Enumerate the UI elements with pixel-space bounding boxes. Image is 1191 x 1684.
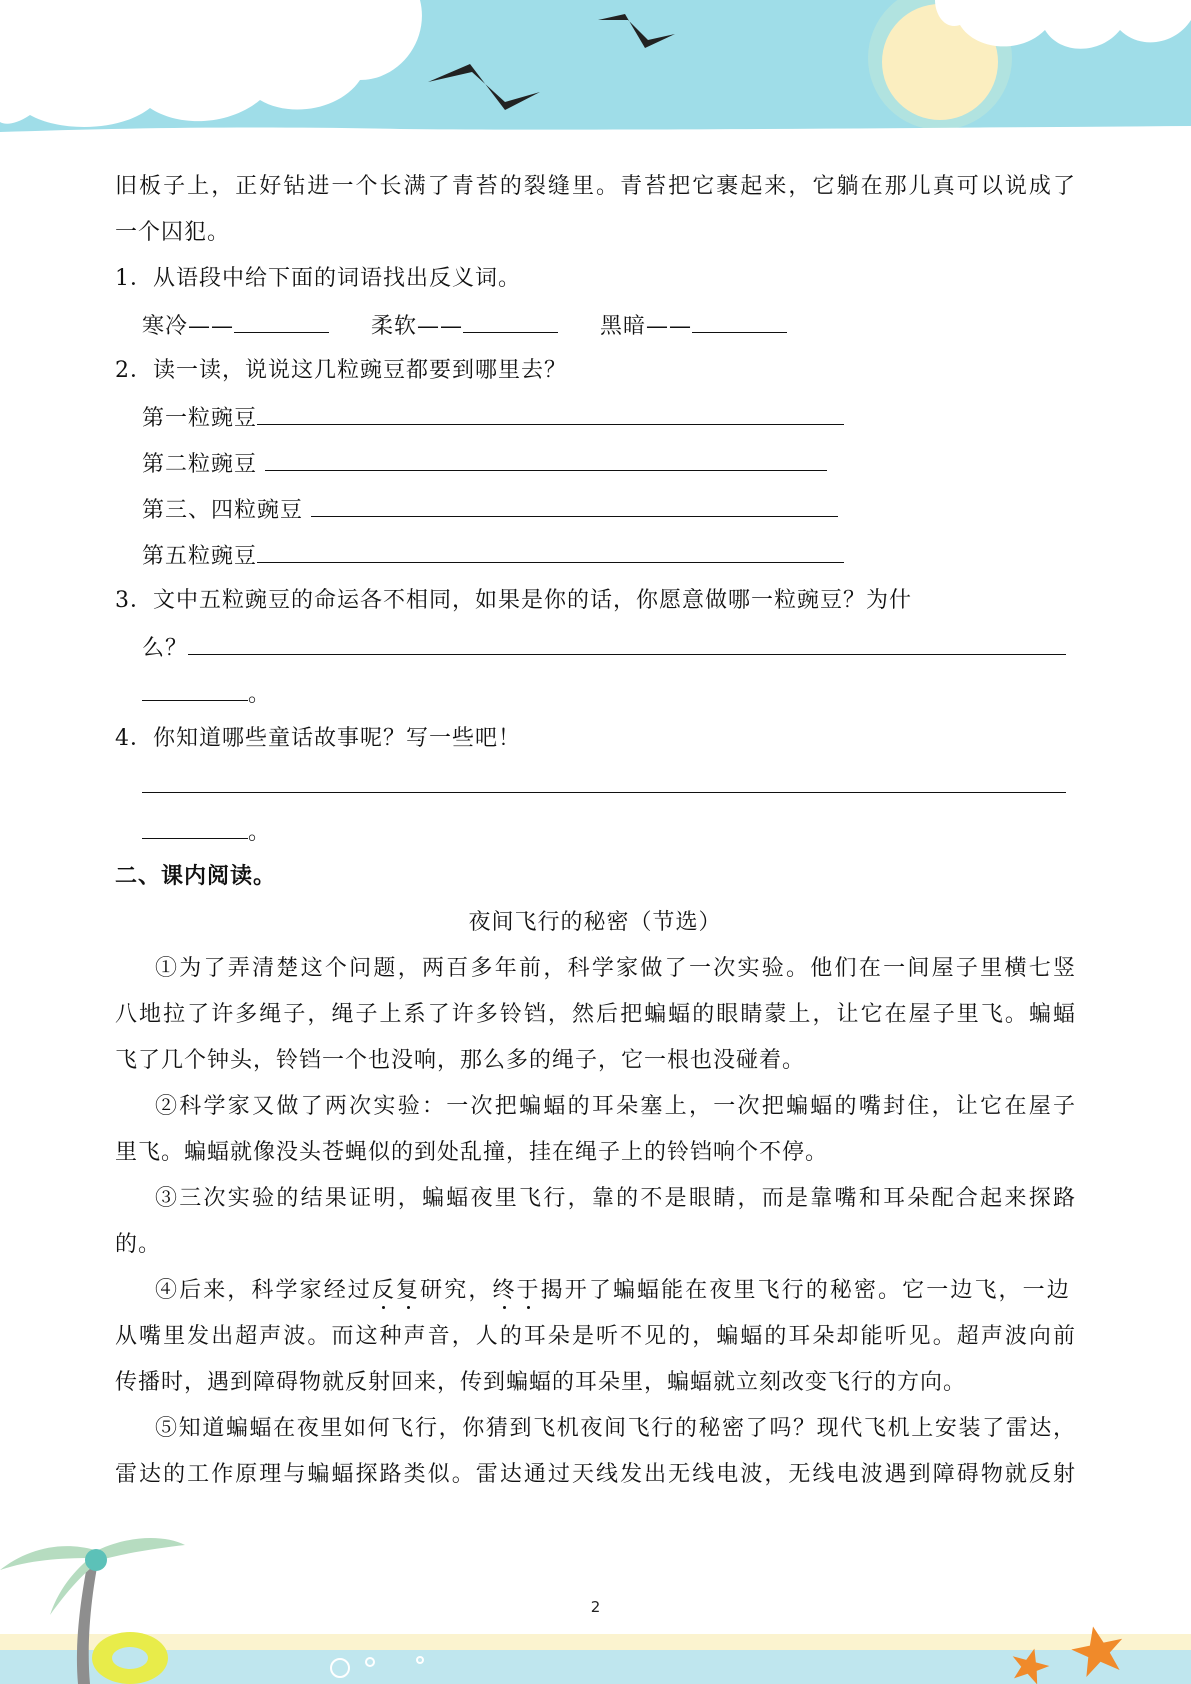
answer-blank[interactable] [311, 494, 838, 517]
passage-line: 一个囚犯。 [115, 220, 231, 245]
question-2-item [142, 402, 844, 434]
pea-label: 第二粒豌豆 [142, 452, 258, 477]
section-heading: 二、课内阅读。 [115, 864, 277, 889]
paragraph-line: 里飞。蝙蝠就像没头苍蝇似的到处乱撞，挂在绳子上的铃铛响个不停。 [115, 1140, 829, 1165]
question-3-cont [142, 632, 1066, 664]
paragraph-line: 传播时，遇到障碍物就反射回来，传到蝙蝠的耳朵里，蝙蝠就立刻改变飞行的方向。 [115, 1370, 967, 1395]
palm-leaf-icon [98, 1538, 185, 1560]
question-2-prompt: 2．读一读，说说这几粒豌豆都要到哪里去？ [115, 358, 567, 383]
pea-label: 第三、四粒豌豆 [142, 498, 304, 523]
question-3-end [142, 678, 271, 710]
footer-beach-illustration [0, 1530, 1191, 1684]
emphasis-char: 于 [516, 1278, 541, 1303]
pea-label: 第一粒豌豆 [142, 406, 258, 431]
reading-title: 夜间飞行的秘密（节选） [468, 910, 722, 935]
question-1-prompt: 1．从语段中给下面的词语找出反义词。 [115, 266, 521, 291]
question-2-item [142, 540, 844, 572]
question-3-prompt: 3．文中五粒豌豆的命运各不相同，如果是你的话，你愿意做哪一粒豌豆？为什 [115, 588, 912, 613]
question-1-answers [142, 310, 787, 342]
sand-band [0, 1634, 1191, 1650]
paragraph-line: 八地拉了许多绳子，绳子上系了许多铃铛，然后把蝙蝠的眼睛蒙上，让它在屋子里飞。蝙蝠 [115, 1002, 1075, 1027]
answer-blank[interactable] [265, 448, 827, 471]
period: 。 [248, 820, 272, 845]
antonym-label: 寒冷—— [142, 314, 235, 339]
antonym-label: 柔软—— [371, 314, 464, 339]
answer-blank[interactable] [692, 310, 787, 333]
paragraph-line: 雷达的工作原理与蝙蝠探路类似。雷达通过天线发出无线电波，无线电波遇到障碍物就反射 [115, 1462, 1075, 1487]
page-number: 2 [590, 1598, 601, 1616]
question-3-cont-text: 么？ [142, 636, 189, 661]
paragraph-line: ①为了弄清楚这个问题，两百多年前，科学家做了一次实验。他们在一间屋子里横七竖 [155, 956, 1075, 981]
paragraph-line: 从嘴里发出超声波。而这种声音，人的耳朵是听不见的，蝙蝠的耳朵却能听见。超声波向前 [115, 1324, 1075, 1349]
header-sky-illustration [0, 0, 1191, 140]
question-4-end [142, 816, 271, 848]
question-2-item [142, 494, 838, 526]
question-4-prompt: 4．你知道哪些童话故事呢？写一些吧！ [115, 726, 521, 751]
coconut-icon [85, 1549, 107, 1571]
pea-label: 第五粒豌豆 [142, 544, 258, 569]
water-band [0, 1648, 1191, 1684]
answer-blank[interactable] [188, 632, 1066, 655]
paragraph-line: ②科学家又做了两次实验：一次把蝙蝠的耳朵塞上，一次把蝙蝠的嘴封住，让它在屋子 [155, 1094, 1075, 1119]
question-2-item [142, 448, 827, 480]
paragraph-line: 的。 [115, 1232, 162, 1257]
text-run: 研究， [420, 1278, 493, 1303]
passage-line: 旧板子上，正好钻进一个长满了青苔的裂缝里。青苔把它裹起来，它躺在那儿真可以说成了 [115, 174, 1075, 199]
paragraph-line [155, 1276, 1075, 1306]
answer-blank[interactable] [463, 310, 558, 333]
answer-blank[interactable] [234, 310, 329, 333]
text-run: ④后来，科学家经过 [155, 1278, 372, 1303]
paragraph-line: ③三次实验的结果证明，蝙蝠夜里飞行，靠的不是眼睛，而是靠嘴和耳朵配合起来探路 [155, 1186, 1075, 1211]
answer-blank[interactable] [142, 816, 248, 839]
period: 。 [248, 682, 272, 707]
emphasis-char: 终 [492, 1278, 517, 1303]
paragraph-line: 飞了几个钟头，铃铛一个也没响，那么多的绳子，它一根也没碰着。 [115, 1048, 806, 1073]
emphasis-char: 反 [371, 1278, 397, 1303]
text-run: 揭开了蝙蝠能在夜里飞行的秘密。它一边飞，一边 [540, 1278, 1071, 1303]
answer-blank[interactable] [142, 678, 248, 701]
emphasis-char: 复 [396, 1278, 421, 1303]
answer-blank[interactable] [142, 770, 1066, 793]
answer-blank[interactable] [257, 540, 844, 563]
answer-blank[interactable] [257, 402, 844, 425]
paragraph-line: ⑤知道蝙蝠在夜里如何飞行，你猜到飞机夜间飞行的秘密了吗？现代飞机上安装了雷达， [155, 1416, 1075, 1441]
antonym-label: 黑暗—— [600, 314, 693, 339]
question-4-line [142, 770, 1066, 802]
